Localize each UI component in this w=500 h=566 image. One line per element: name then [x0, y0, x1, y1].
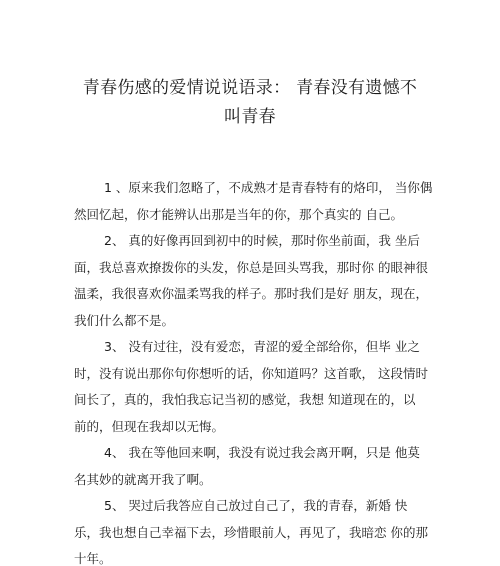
- page-title: [40, 74, 460, 132]
- text-line: 名其妙的就离开我了啊。: [74, 471, 212, 487]
- text-line: 4、 我在等他回来啊，我没有说过我会离开啊，只是 他莫: [104, 445, 420, 460]
- document-body: [74, 175, 434, 566]
- text-line: 5、 哭过后我答应自己放过自己了，我的青春，新婚 快: [104, 498, 408, 513]
- paragraph-5: [74, 493, 434, 566]
- text-line: 乐，我也想自己幸福下去，珍惜眼前人，再见了，我暗恋 你的那: [74, 524, 428, 540]
- text-line: 3、 没有过往，没有爱恋，青涩的爱全部给你，但毕 业之: [104, 339, 420, 354]
- title-line: 青春伤感的爱情说说语录： 青春没有遗憾不: [82, 78, 418, 98]
- text-line: 温柔，我很喜欢你温柔骂我的样子。那时我们是好 朋友，现在，: [74, 286, 428, 301]
- text-line: 前的，但现在我却以无悔。: [74, 418, 225, 434]
- paragraph-2: [74, 228, 434, 334]
- text-line: 2、 真的好像再回到初中的时候，那时你坐前面，我 坐后: [104, 233, 420, 248]
- text-line: 时，没有说出那你句你想听的话，你知道吗？这首歌， 这段情时: [74, 365, 428, 381]
- paragraph-1: [74, 175, 434, 228]
- text-line: 我们什么都不是。: [74, 312, 175, 328]
- paragraph-3: [74, 334, 434, 440]
- title-line: 叫青春: [224, 107, 276, 127]
- text-line: 然回忆起，你才能辨认出那是当年的你，那个真实的 自己。: [74, 206, 403, 222]
- text-line: 间长了，真的，我怕我忘记当初的感觉，我想 知道现在的，以: [74, 392, 416, 407]
- paragraph-4: [74, 440, 434, 493]
- text-line: 面，我总喜欢撩拨你的头发，你总是回头骂我，那时你 的眼神很: [74, 259, 428, 275]
- text-line: 十年。: [74, 551, 112, 566]
- text-line: 1 、原来我们忽略了，不成熟才是青春特有的烙印， 当你偶: [104, 180, 433, 195]
